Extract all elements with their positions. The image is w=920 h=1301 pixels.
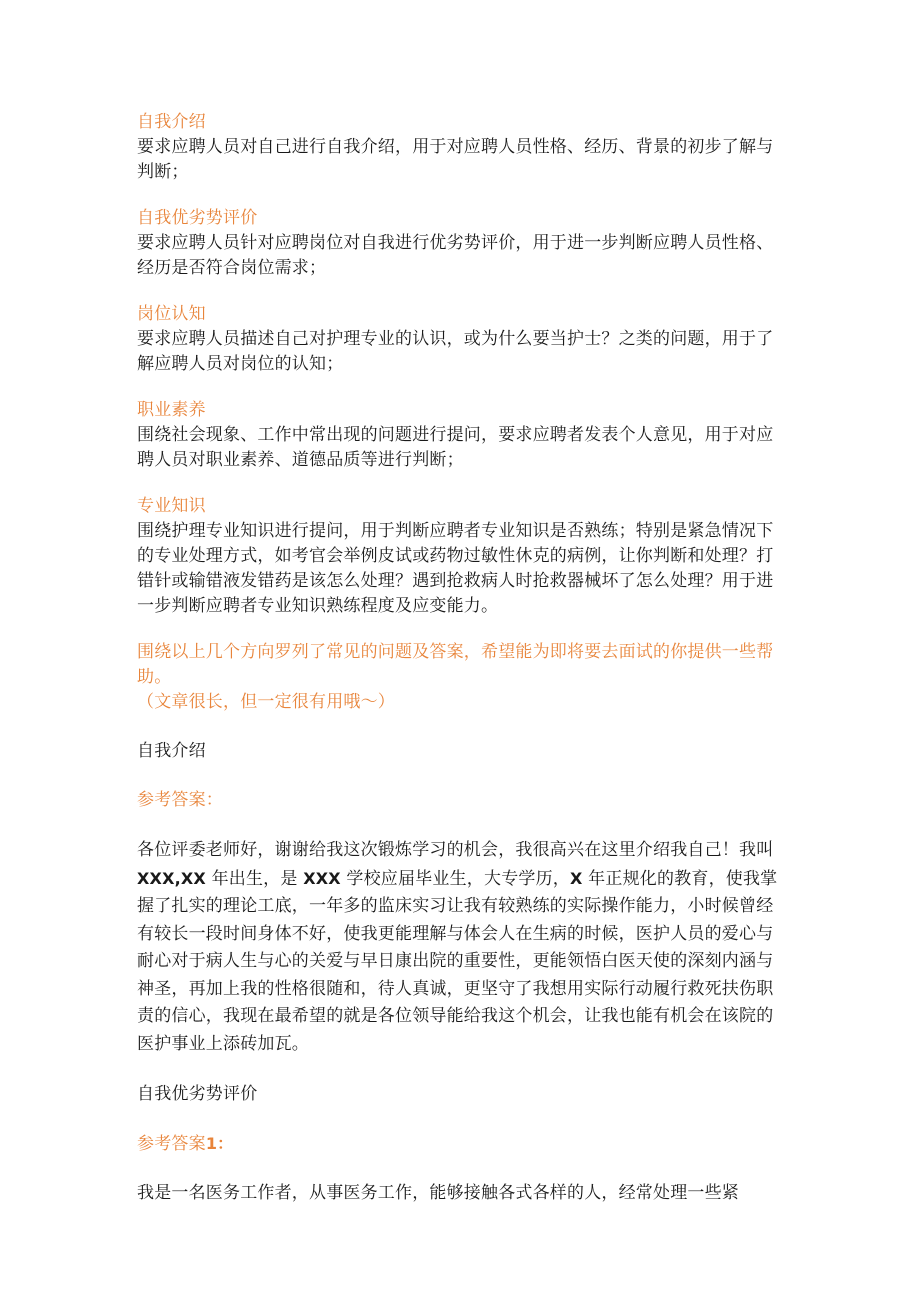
school-placeholder: XXX	[303, 868, 341, 888]
answer-label	[137, 1131, 787, 1157]
answer-paragraph	[137, 837, 787, 1058]
section-body: 围绕护理专业知识进行提问，用于判断应聘者专业知识是否熟练；特别是紧急情况下的专业处理方式，如考官会举例皮试或药物过敏性休克的病例，让你判断和处理？打错针或输错液发错药是该怎么处理？遇到抢救病人时抢救器械坏了怎么处理？用于进一步判断应聘者专业知识熟练程度及应变能力。	[137, 521, 774, 616]
answer-text: 各位评委老师好，谢谢给我这次锻炼学习的机会，我很高兴在这里介绍我自己！我叫	[137, 840, 774, 860]
answer-number: 1：	[205, 1134, 234, 1153]
section-heading: 职业素养	[137, 400, 206, 420]
question-title: 自我介绍	[137, 741, 206, 761]
answer-text: 学校应届毕业生，大专学历，	[340, 868, 571, 889]
section-body: 要求应聘人员针对应聘岗位对自我进行优劣势评价，用于进一步判断应聘人员性格、经历是否符合岗位需求；	[137, 233, 774, 278]
answer-label-text: 参考答案	[137, 1134, 206, 1154]
document-page	[137, 110, 787, 1206]
question-title: 自我优劣势评价	[137, 1084, 258, 1104]
section-professional-quality	[137, 398, 787, 473]
section-heading: 自我优劣势评价	[137, 208, 258, 228]
section-self-intro	[137, 110, 787, 185]
answer-text: 年出生，是	[205, 868, 304, 889]
name-placeholder: XXX,XX	[137, 868, 206, 888]
intro-line: 围绕以上几个方向罗列了常见的问题及答案，希望能为即将要去面试的你提供一些帮助。	[137, 642, 774, 687]
years-placeholder: X	[570, 868, 583, 888]
answer-label: 参考答案：	[137, 790, 223, 810]
intro-block	[137, 640, 787, 715]
answer-text: 我是一名医务工作者，从事医务工作，能够接触各式各样的人，经常处理一些紧	[137, 1183, 739, 1203]
section-body: 围绕社会现象、工作中常出现的问题进行提问，要求应聘者发表个人意见，用于对应聘人员对职业素养、道德品质等进行判断；	[137, 425, 774, 470]
section-self-evaluation	[137, 206, 787, 281]
answer-text: 年正规化的教育，使我掌握了扎实的理论工底，一年多的监床实习让我有较熟练的实际操作能力，小时候曾经有较长一段时间身体不好，使我更能理解与体会人在生病的时候，医护人员的爱心与耐心对于病人生与心的关爱与早日康出院的重要性，更能领悟白医天使的深刻内涵与神圣，再加上我的性格很随和，待人真诚，更坚守了我想用实际行动履行救死扶伤职责的信心，我现在最希望的就是各位领导能给我这个机会，让我也能有机会在该院的医护事业上添砖加瓦。	[137, 868, 778, 1054]
section-professional-knowledge	[137, 494, 787, 619]
section-heading: 岗位认知	[137, 304, 206, 324]
section-heading: 专业知识	[137, 496, 206, 516]
section-heading: 自我介绍	[137, 112, 206, 132]
section-body: 要求应聘人员对自己进行自我介绍，用于对应聘人员性格、经历、背景的初步了解与判断；	[137, 137, 774, 182]
section-body: 要求应聘人员描述自己对护理专业的认识，或为什么要当护士？之类的问题，用于了解应聘人员对岗位的认知；	[137, 329, 774, 374]
intro-note: （文章很长，但一定很有用哦～）	[137, 692, 395, 712]
section-job-cognition	[137, 302, 787, 377]
